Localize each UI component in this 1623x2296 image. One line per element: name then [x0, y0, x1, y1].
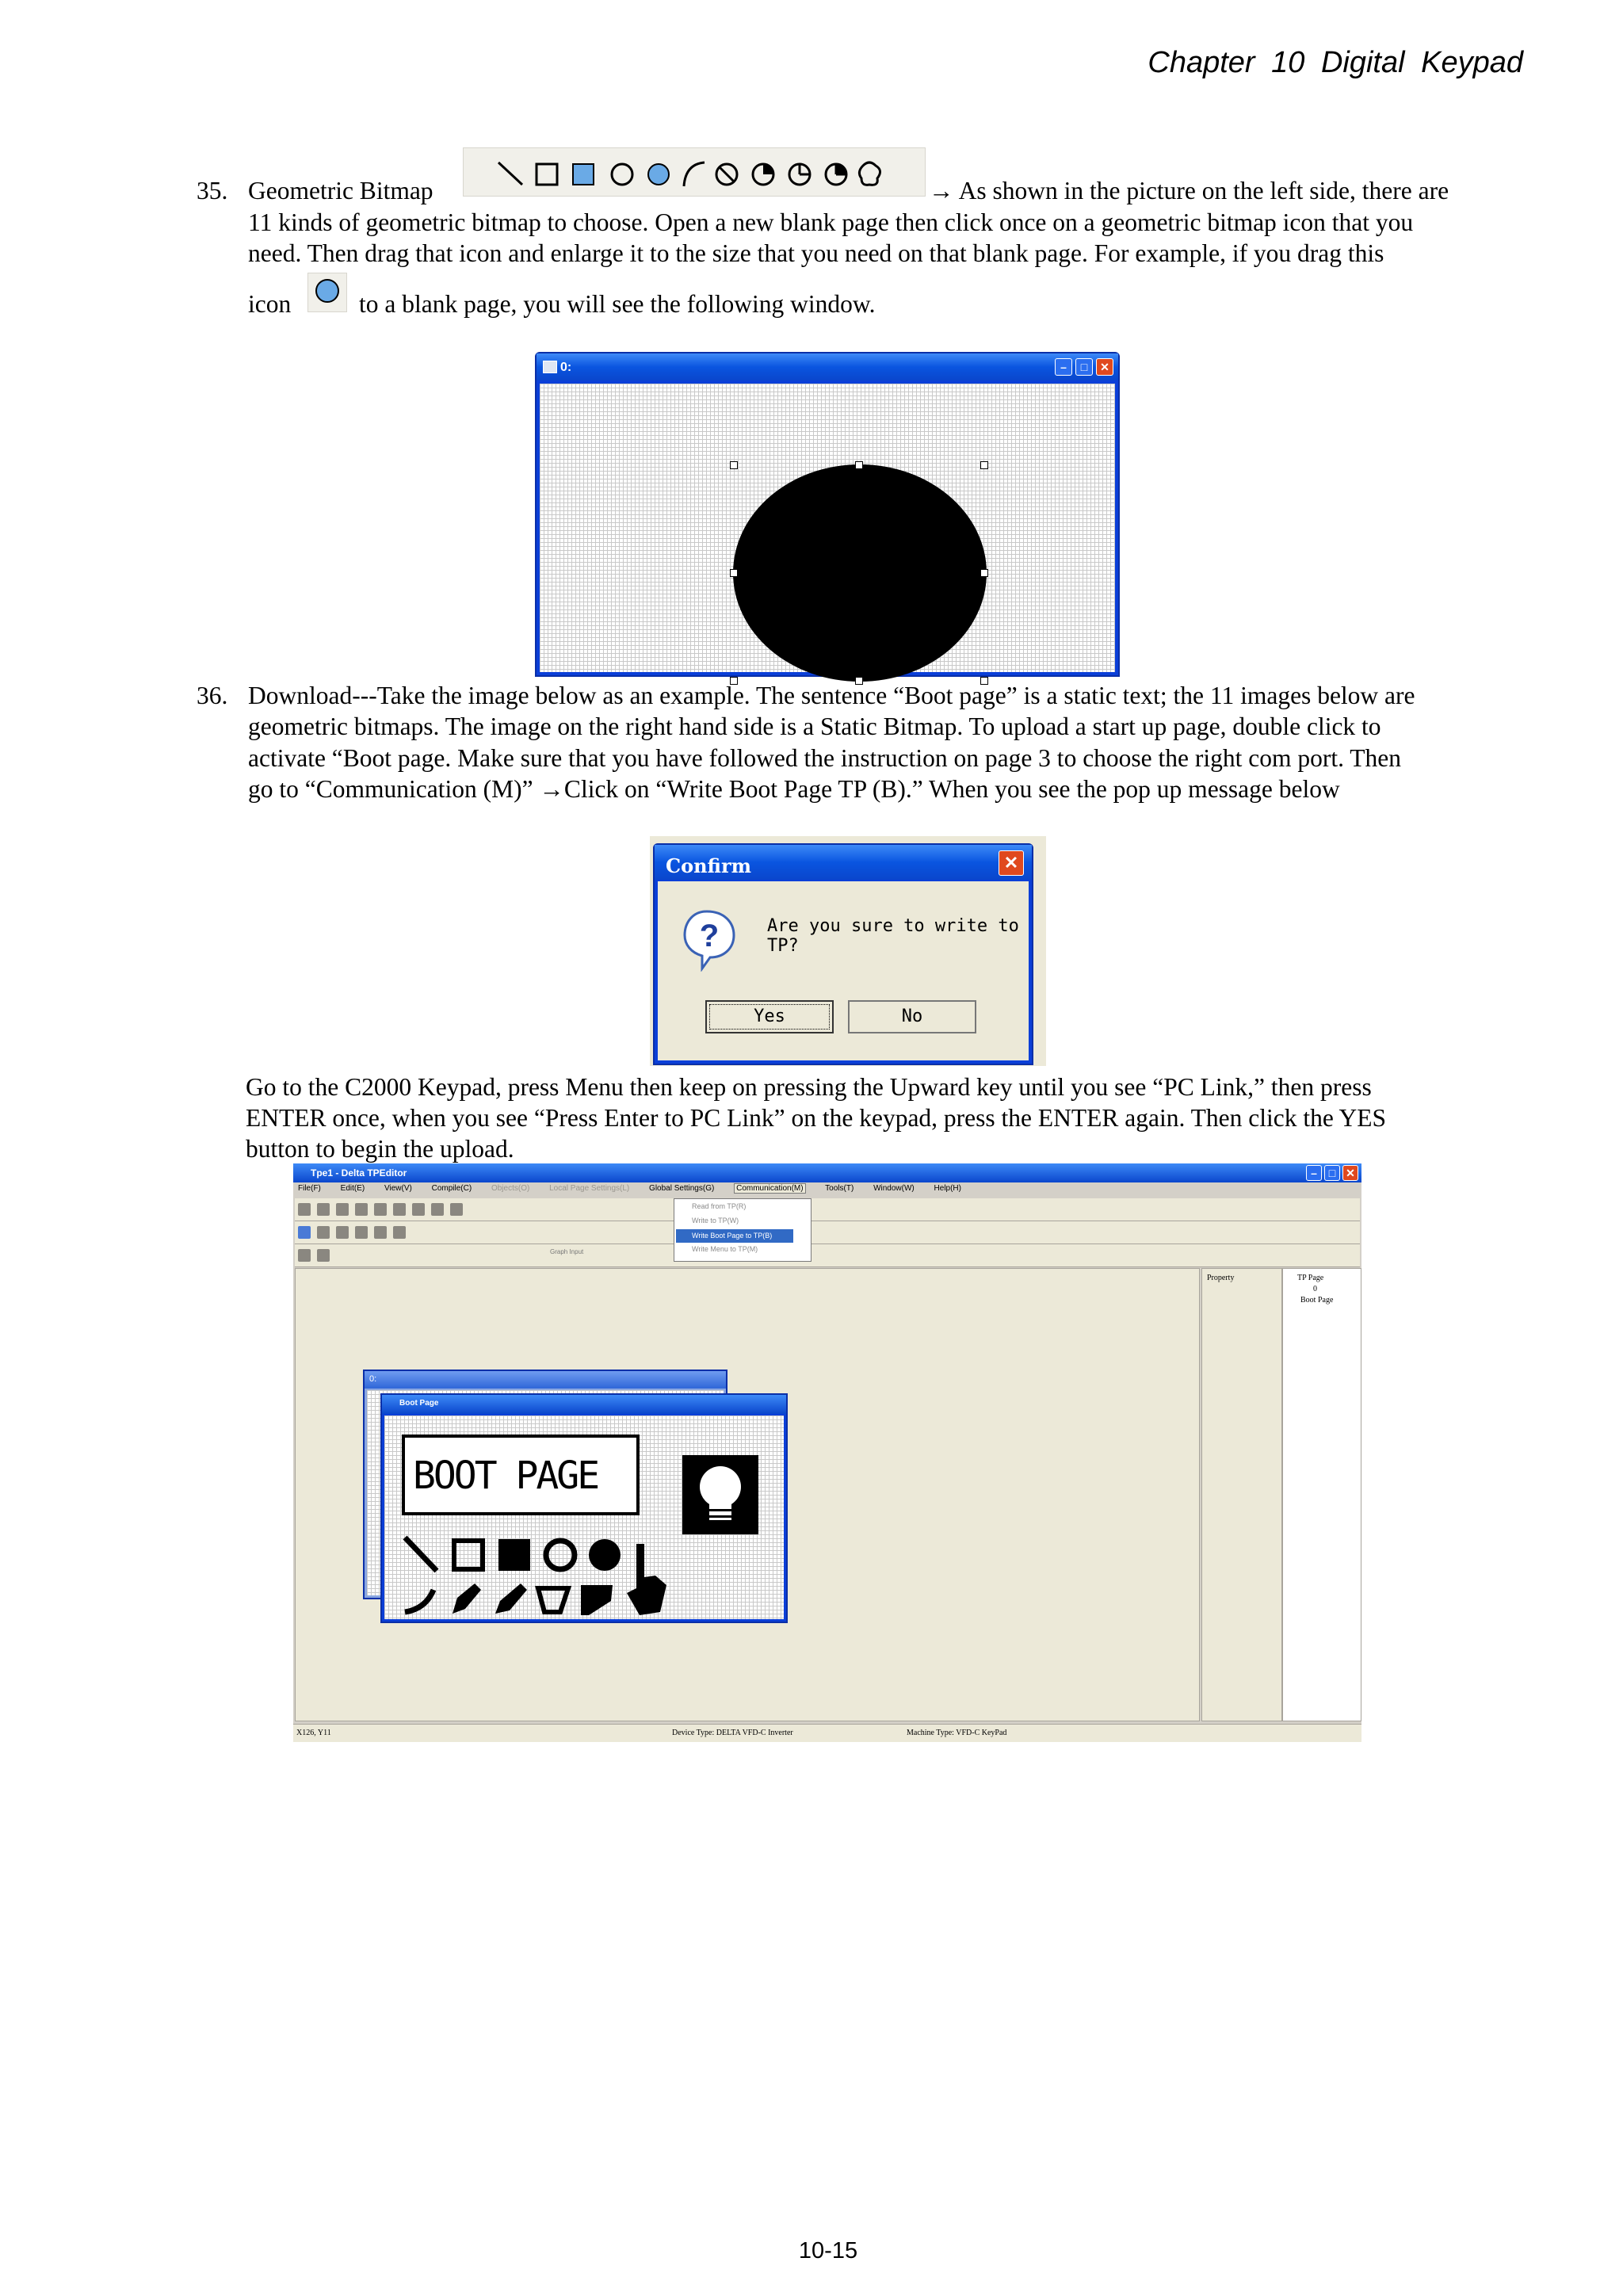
- filled-circle-bitmap[interactable]: [733, 464, 987, 682]
- confirm-titlebar[interactable]: [655, 845, 1032, 880]
- property-panel: [1201, 1268, 1282, 1721]
- resize-handle[interactable]: [980, 461, 988, 469]
- line-icon[interactable]: [355, 1226, 368, 1239]
- page-tree: [1282, 1268, 1361, 1721]
- font-icon[interactable]: [317, 1249, 330, 1262]
- menu-window[interactable]: Window(W): [873, 1184, 915, 1193]
- window-app-icon: [543, 361, 557, 373]
- line-bitmap: [405, 1538, 437, 1571]
- geometric-bitmaps-row[interactable]: [402, 1533, 671, 1620]
- resize-handle[interactable]: [980, 569, 988, 577]
- boot-page-title: Boot Page: [399, 1399, 439, 1408]
- item-35-number: 35.: [197, 177, 228, 204]
- svg-text:?: ?: [699, 919, 720, 953]
- filled-pie-bitmap: [581, 1585, 613, 1615]
- confirm-message: Are you sure to write to TP?: [767, 916, 1019, 956]
- geometric-shapes-icons: [464, 148, 926, 197]
- item-36-number: 36.: [197, 682, 228, 709]
- menu-write-menu-to-tp[interactable]: Write Menu to TP(M): [692, 1245, 758, 1253]
- print-icon[interactable]: [355, 1203, 368, 1216]
- align-icon[interactable]: [298, 1249, 311, 1262]
- minimize-icon[interactable]: –: [1055, 358, 1072, 376]
- no-button[interactable]: No: [848, 1000, 976, 1033]
- item-35-line2: 11 kinds of geometric bitmap to choose. Open a new blank page then click once on a geometric bitmap icon that you: [248, 208, 1414, 236]
- rectangle-shape-icon: [537, 164, 557, 185]
- boot-page-canvas[interactable]: [384, 1415, 784, 1619]
- boot-page-static-text[interactable]: [402, 1435, 640, 1515]
- instructions-line1: Go to the C2000 Keypad, press Menu then keep on pressing the Upward key until you see “PC Link,” then press: [246, 1073, 1372, 1101]
- tree-root[interactable]: TP Page: [1297, 1274, 1324, 1282]
- tree-child-boot-page[interactable]: Boot Page: [1300, 1296, 1334, 1305]
- question-icon: [678, 908, 742, 972]
- menu-file[interactable]: File(F): [298, 1184, 321, 1193]
- line-shape-icon: [498, 162, 522, 185]
- lightbulb-static-bitmap[interactable]: [682, 1455, 758, 1534]
- filled-rectangle-icon: [573, 164, 594, 185]
- item-36-line1: Download---Take the image below as an example. The sentence “Boot page” is a static text; the 11 images below are: [248, 682, 1415, 709]
- rectangle-bitmap: [454, 1541, 483, 1569]
- tpeditor-title: Tpe1 - Delta TPEditor: [311, 1167, 407, 1179]
- menu-compile[interactable]: Compile(C): [431, 1184, 472, 1193]
- status-coordinates: X126, Y11: [296, 1729, 331, 1737]
- bitmap-window-title: 0:: [560, 361, 572, 374]
- paste-icon[interactable]: [412, 1203, 425, 1216]
- menu-help[interactable]: Help(H): [934, 1184, 961, 1193]
- menu-write-boot-page-to-tp[interactable]: Write Boot Page to TP(B): [676, 1229, 793, 1243]
- filled-rectangle-bitmap: [498, 1539, 530, 1571]
- pointer-icon[interactable]: [298, 1226, 311, 1239]
- menu-communication[interactable]: Communication(M): [734, 1183, 805, 1194]
- page-0-title: 0:: [369, 1374, 377, 1384]
- maximize-icon[interactable]: □: [1075, 358, 1093, 376]
- boot-page-titlebar[interactable]: [382, 1395, 786, 1414]
- boot-page-text: BOOT PAGE: [413, 1454, 598, 1498]
- menu-objects[interactable]: Objects(O): [491, 1184, 530, 1193]
- yes-button[interactable]: Yes: [705, 1000, 834, 1033]
- resize-handle[interactable]: [730, 569, 738, 577]
- item-35-line4-pre: icon: [248, 290, 292, 318]
- item-35-title: Geometric Bitmap: [248, 177, 433, 204]
- chapter-header: Chapter 10 Digital Keypad: [1148, 46, 1523, 79]
- menu-view[interactable]: View(V): [384, 1184, 412, 1193]
- filled-chord-bitmap: [495, 1584, 527, 1614]
- item-36-line4: go to “Communication (M)” →Click on “Write Boot Page TP (B).” When you see the pop up message below: [248, 775, 1340, 803]
- menu-tools[interactable]: Tools(T): [825, 1184, 854, 1193]
- circle-shape-icon: [612, 164, 632, 185]
- menu-write-to-tp[interactable]: Write to TP(W): [692, 1217, 739, 1224]
- close-icon[interactable]: ✕: [999, 850, 1024, 876]
- open-icon[interactable]: [317, 1203, 330, 1216]
- close-icon[interactable]: ✕: [1342, 1165, 1358, 1181]
- arc-bitmap: [405, 1590, 433, 1612]
- confirm-dialog: [653, 843, 1033, 1065]
- toolbar-row-3: [295, 1244, 1360, 1267]
- graph-input-field[interactable]: Graph Input: [550, 1248, 584, 1255]
- status-device-type: Device Type: DELTA VFD-C Inverter: [672, 1729, 793, 1737]
- minimize-icon[interactable]: –: [1306, 1165, 1322, 1181]
- status-machine-type: Machine Type: VFD-C KeyPad: [907, 1729, 1007, 1737]
- menu-edit[interactable]: Edit(E): [340, 1184, 365, 1193]
- resize-handle[interactable]: [730, 461, 738, 469]
- zoom-icon[interactable]: [450, 1203, 463, 1216]
- close-icon[interactable]: ✕: [1096, 358, 1113, 376]
- toolbar-row-2: [295, 1221, 1360, 1244]
- bitmap-window: [535, 352, 1120, 677]
- boot-page-window: [380, 1393, 788, 1623]
- tpeditor-window: [293, 1163, 1361, 1742]
- communication-dropdown: [674, 1198, 812, 1262]
- item-36-line3: activate “Boot page. Make sure that you have followed the instruction on page 3 to choose the right com port. Then: [248, 744, 1402, 772]
- save-icon[interactable]: [336, 1203, 349, 1216]
- text-icon[interactable]: [317, 1226, 330, 1239]
- hand-bitmap: [627, 1544, 666, 1615]
- pie-bitmap: [538, 1588, 568, 1612]
- chord-bitmap: [453, 1584, 481, 1614]
- bitmap-window-titlebar[interactable]: [537, 353, 1118, 380]
- confirm-body: [658, 881, 1029, 1060]
- grid-icon[interactable]: [431, 1203, 444, 1216]
- polygon-shape-icon: [859, 162, 880, 185]
- cut-icon[interactable]: [374, 1203, 387, 1216]
- bitmap-icon[interactable]: [336, 1226, 349, 1239]
- item-35-line1-after: → As shown in the picture on the left side, there are: [929, 177, 1449, 204]
- menu-global-settings[interactable]: Global Settings(G): [649, 1184, 715, 1193]
- instructions-line2: ENTER once, when you see “Press Enter to PC Link” on the keypad, press the ENTER again. Then click the YES: [246, 1104, 1387, 1132]
- arc-shape-icon: [684, 162, 705, 186]
- bitmap-canvas[interactable]: [540, 384, 1115, 672]
- status-bar: [293, 1724, 1361, 1742]
- new-file-icon[interactable]: [298, 1203, 311, 1216]
- resize-handle[interactable]: [855, 461, 863, 469]
- filled-circle-icon: [648, 164, 669, 185]
- page-number: 10-15: [798, 2238, 858, 2264]
- confirm-title: Confirm: [666, 854, 752, 877]
- menu-read-from-tp[interactable]: Read from TP(R): [692, 1202, 747, 1210]
- property-label: Property: [1207, 1274, 1235, 1282]
- tree-child-0[interactable]: 0: [1313, 1285, 1317, 1293]
- page-0-titlebar[interactable]: [365, 1371, 726, 1389]
- rectangle-icon[interactable]: [374, 1226, 387, 1239]
- filled-circle-bitmap-small: [589, 1539, 621, 1571]
- item-35-line3: need. Then drag that icon and enlarge it to the size that you need on that blank page. For example, if you drag this: [248, 239, 1384, 267]
- copy-icon[interactable]: [393, 1203, 406, 1216]
- maximize-icon[interactable]: □: [1324, 1165, 1340, 1181]
- circle-bitmap-icon: [307, 273, 347, 312]
- instructions-line3: button to begin the upload.: [246, 1135, 514, 1163]
- circle-icon[interactable]: [393, 1226, 406, 1239]
- toolbar-row-1: [295, 1198, 1360, 1221]
- menu-bar: [298, 1184, 1361, 1198]
- item-36-line2: geometric bitmaps. The image on the right hand side is a Static Bitmap. To upload a start up page, double click to: [248, 712, 1381, 740]
- geometric-bitmap-toolbar: [463, 147, 926, 197]
- item-35-line4-post: to a blank page, you will see the following window.: [359, 290, 876, 318]
- tpeditor-titlebar[interactable]: [293, 1163, 1361, 1182]
- menu-local-page-settings[interactable]: Local Page Settings(L): [549, 1184, 630, 1193]
- circle-bitmap: [546, 1541, 575, 1569]
